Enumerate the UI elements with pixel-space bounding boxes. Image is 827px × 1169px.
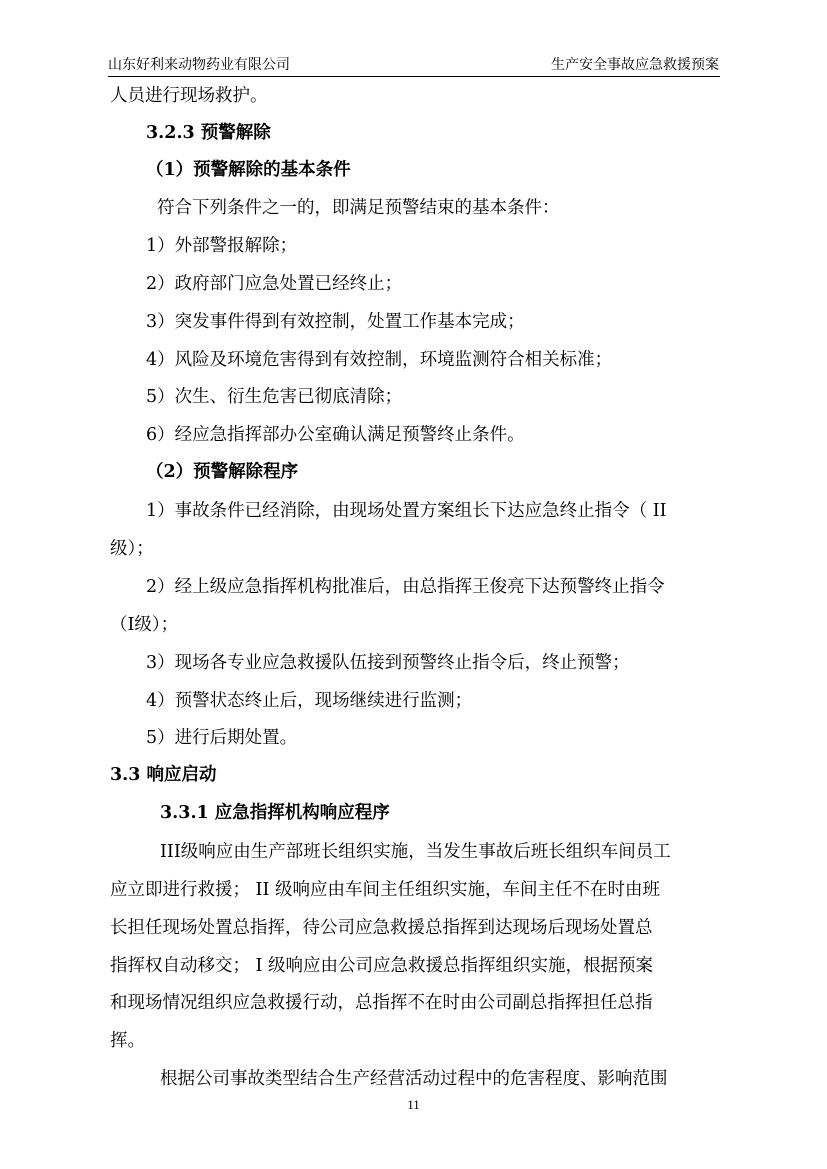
list-item: 1）事故条件已经消除，由现场处置方案组长下达应急终止指令（ II (146, 501, 667, 521)
section-heading: 3.2.3 预警解除 (146, 123, 271, 143)
list-item: 1）外部警报解除； (146, 236, 298, 256)
paragraph-line: III级响应由生产部班长组织实施，当发生事故后班长组织车间员工 (160, 842, 671, 862)
subsection-heading: （1）预警解除的基本条件 (146, 160, 351, 180)
list-item: 3）现场各专业应急救援队伍接到预警终止指令后，终止预警； (146, 653, 630, 673)
list-item: 2）政府部门应急处置已经终止； (146, 274, 403, 294)
list-item: 3）突发事件得到有效控制，处置工作基本完成； (146, 312, 525, 332)
body-line: 人员进行现场救护。 (110, 86, 268, 106)
page-header (108, 52, 719, 76)
list-item: 5）次生、衍生危害已彻底清除； (146, 387, 403, 407)
list-item: 2）经上级应急指挥机构批准后，由总指挥王俊亮下达预警终止指令 (146, 577, 665, 597)
paragraph-line: 挥。 (110, 1031, 145, 1051)
paragraph-line: 根据公司事故类型结合生产经营活动过程中的危害程度、影响范围 (160, 1069, 668, 1089)
paragraph-line: 长担任现场处置总指挥，待公司应急救援总指挥到达现场后现场处置总 (110, 918, 653, 938)
section-heading: 3.3.1 应急指挥机构响应程序 (160, 803, 390, 823)
list-item: 4）风险及环境危害得到有效控制，环境监测符合相关标准； (146, 350, 613, 370)
list-item-continuation: （I级）； (110, 615, 179, 635)
header-company-name: 山东好利来动物药业有限公司 (108, 57, 290, 73)
body-line: 符合下列条件之一的，即满足预警结束的基本条件： (157, 198, 560, 218)
list-item: 5）进行后期处置。 (146, 728, 298, 748)
paragraph-line: 应立即进行救援； II 级响应由车间主任组织实施，车间主任不在时由班 (110, 880, 660, 900)
subsection-heading: （2）预警解除程序 (146, 462, 299, 482)
list-item: 6）经应急指挥部办公室确认满足预警终止条件。 (146, 425, 525, 445)
section-heading: 3.3 响应启动 (110, 765, 217, 785)
header-document-title: 生产安全事故应急救援预案 (551, 57, 719, 73)
header-rule (108, 76, 720, 77)
page-number: 11 (407, 1097, 420, 1112)
list-item: 4）预警状态终止后，现场继续进行监测； (146, 691, 473, 711)
list-item-continuation: 级）； (110, 539, 154, 559)
paragraph-line: 和现场情况组织应急救援行动，总指挥不在时由公司副总指挥担任总指 (110, 993, 653, 1013)
paragraph-line: 指挥权自动移交； I 级响应由公司应急救援总指挥组织实施，根据预案 (110, 956, 654, 976)
